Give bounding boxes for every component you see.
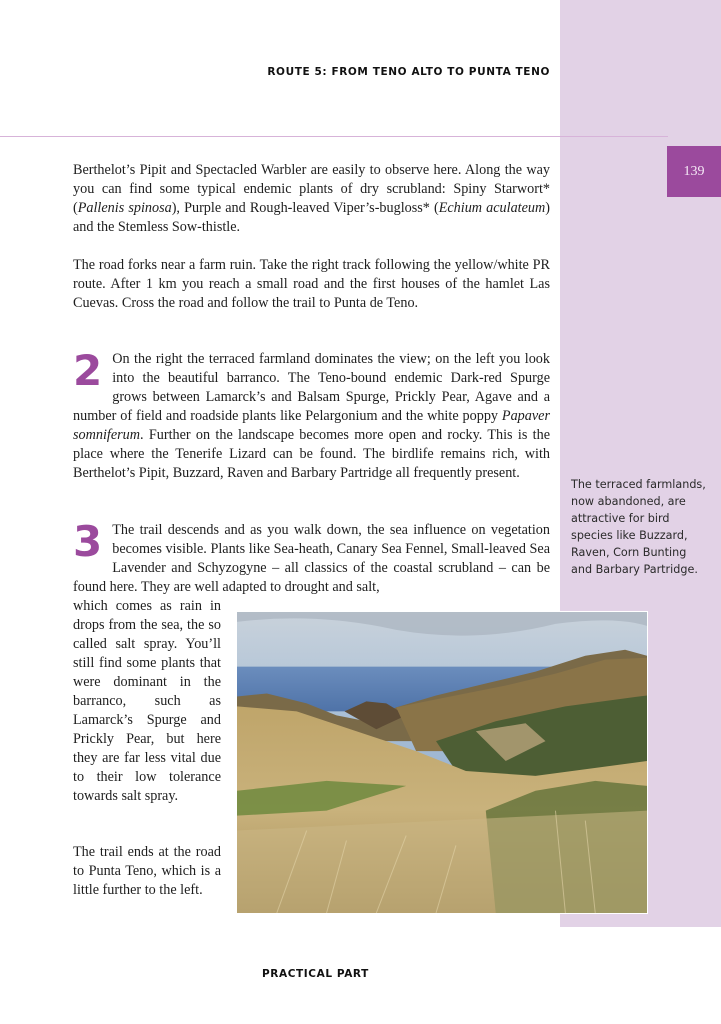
- paragraph-text: The road forks near a farm ruin. Take the right track following the yellow/white PR route. After 1 km you reach a small road and the first houses of the hamlet Las Cuevas. Cross the road and follow the trail to Punta de Teno.: [73, 257, 550, 311]
- page-number-tab: [667, 146, 721, 197]
- header-rule: [0, 136, 668, 137]
- paragraph-1: [73, 161, 550, 237]
- species-name: Papaver somniferum: [73, 408, 550, 443]
- text-segment: ), Purple and Rough-leaved Viper’s-bugloss* (: [171, 200, 439, 216]
- text-segment: . Further on the landscape becomes more open and rocky. This is the place where the Tenerife Lizard can be found. The birdlife remains rich, with Berthelot’s Pipit, Buzzard, Raven and Barbary Partridge all frequently present.: [73, 427, 550, 481]
- text-segment: The trail descends and as you walk down, the sea influence on vegetation becomes visible. Plants like Sea-heath, Canary Sea Fennel, Small-leaved Sea Lavender and Schyzogyne – all classics of the coastal scrubland – can be found here. They are well adapted to drought and salt,: [73, 522, 550, 595]
- text-segment: Berthelot’s Pipit and Spectacled Warbler are easily to observe here. Along the way you can find some typical endemic plants of dry scrubland: Spiny Starwort* (: [73, 162, 550, 216]
- paragraph-narrow-2: [73, 843, 221, 900]
- section-number-2: 2: [73, 346, 103, 395]
- paragraph-text: The trail ends at the road to Punta Teno, which is a little further to the left.: [73, 844, 221, 898]
- footer-label: PRACTICAL PART: [262, 968, 369, 980]
- paragraph-narrow-1: [73, 597, 221, 806]
- species-name: Pallenis spinosa: [77, 200, 172, 216]
- paragraph-text: which comes as rain in drops from the sea, the so called salt spray. You’ll still find some plants that were dominant in the barranco, such as Lamarck’s Spurge and Prickly Pear, but here they are far less vital due to their low tolerance towards salt spray.: [73, 598, 221, 804]
- running-head: ROUTE 5: FROM TENO ALTO TO PUNTA TENO: [267, 66, 550, 78]
- section-3: [73, 517, 550, 597]
- landscape-photo: [236, 611, 648, 914]
- sidebar-caption: The terraced farmlands, now abandoned, are attractive for bird species like Buzzard, Raven, Corn Bunting and Barbary Partridge.: [571, 478, 706, 576]
- text-segment: ) and the Stemless Sow-thistle.: [73, 200, 550, 235]
- paragraph-2: [73, 256, 550, 313]
- photo-illustration: [237, 612, 647, 913]
- species-name: Echium aculateum: [438, 200, 546, 216]
- section-2: [73, 346, 550, 483]
- text-segment: On the right the terraced farmland dominates the view; on the left you look into the beautiful barranco. The Teno-bound endemic Dark-red Spurge grows between Lamarck’s and Balsam Spurge, Prickly Pear, Agave and a number of field and roadside plants like Pelargonium and the white poppy: [73, 351, 550, 424]
- page-number: 139: [683, 163, 705, 179]
- section-number-3: 3: [73, 517, 103, 566]
